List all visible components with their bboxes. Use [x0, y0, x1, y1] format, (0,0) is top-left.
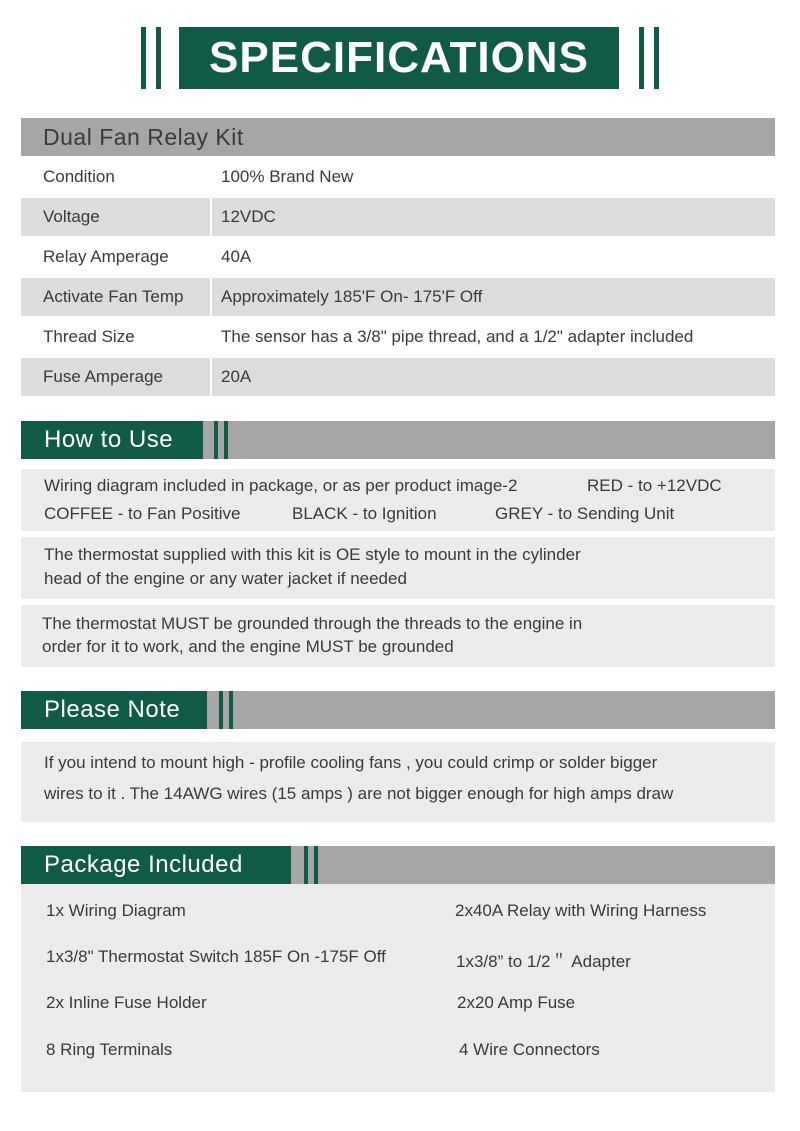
package-list [21, 884, 775, 1092]
spec-row-fuse-amperage [21, 358, 775, 396]
title-bar-left-2 [156, 27, 161, 89]
spec-row-condition [21, 158, 775, 196]
package-item: 1x Wiring Diagram [46, 901, 186, 920]
package-item: 1x3/8” to 1/2＂ Adapter [456, 952, 631, 971]
package-item: 4 Wire Connectors [459, 1040, 600, 1059]
title-bar-right-1 [639, 27, 644, 89]
package-item: 2x20 Amp Fuse [457, 993, 576, 1012]
wiring-coffee: COFFEE - to Fan Positive [44, 504, 241, 523]
note-box [21, 742, 775, 822]
wiring-line: Wiring diagram included in package, or as per product image-2 [44, 476, 518, 495]
ground-line: order for it to work, and the engine MUST be grounded [42, 637, 454, 656]
package-item: 1x3/8" Thermostat Switch 185F On -175F Off [46, 947, 386, 966]
section-label: How to Use [21, 421, 203, 459]
title-bar-left-1 [141, 27, 146, 89]
title-banner [0, 27, 800, 89]
section-how-to-use [21, 421, 775, 459]
wiring-grey: GREY - to Sending Unit [495, 504, 675, 523]
spec-key: Thread Size [43, 327, 135, 346]
spec-key: Relay Amperage [43, 247, 169, 266]
thermostat-info-box [21, 537, 775, 599]
spec-divider [210, 278, 212, 316]
spec-key: Voltage [43, 207, 100, 226]
section-stripe [229, 691, 233, 729]
spec-value: 40A [221, 247, 252, 266]
spec-header: Dual Fan Relay Kit [21, 118, 775, 156]
spec-key: Fuse Amperage [43, 367, 164, 386]
package-item: 2x40A Relay with Wiring Harness [455, 901, 707, 920]
spec-row-thread-size [21, 318, 775, 356]
wiring-black: BLACK - to Ignition [292, 504, 437, 523]
package-item: 2x Inline Fuse Holder [46, 993, 207, 1012]
section-please-note [21, 691, 775, 729]
section-label: Package Included [21, 846, 291, 884]
spec-value: The sensor has a 3/8" pipe thread, and a 1/2" adapter included [221, 327, 694, 346]
spec-divider [210, 358, 212, 396]
wiring-red: RED - to +12VDC [587, 476, 722, 495]
spec-row-voltage [21, 198, 775, 236]
section-package-included [21, 846, 775, 884]
section-stripe [214, 421, 218, 459]
spec-row-relay-amperage [21, 238, 775, 276]
spec-divider [210, 198, 212, 236]
spec-key: Condition [43, 167, 115, 186]
section-stripe [219, 691, 223, 729]
spec-row-activate-fan-temp [21, 278, 775, 316]
ground-line: The thermostat MUST be grounded through the threads to the engine in [42, 614, 583, 633]
note-line: If you intend to mount high - profile cooling fans , you could crimp or solder bigger [44, 753, 658, 772]
spec-key: Activate Fan Temp [43, 287, 184, 306]
package-item: 8 Ring Terminals [46, 1040, 173, 1059]
section-stripe [304, 846, 308, 884]
section-stripe [224, 421, 228, 459]
ground-info-box [21, 605, 775, 667]
page-title: SPECIFICATIONS [179, 27, 619, 89]
spec-value: 20A [221, 367, 252, 386]
section-label: Please Note [21, 691, 207, 729]
spec-value: 12VDC [221, 207, 276, 226]
wiring-info-box [21, 469, 775, 531]
thermostat-line: head of the engine or any water jacket if needed [44, 569, 407, 588]
section-stripe [314, 846, 318, 884]
spec-value: 100% Brand New [221, 167, 354, 186]
spec-value: Approximately 185'F On- 175'F Off [221, 287, 483, 306]
title-bar-right-2 [654, 27, 659, 89]
thermostat-line: The thermostat supplied with this kit is OE style to mount in the cylinder [44, 545, 581, 564]
note-line: wires to it . The 14AWG wires (15 amps ) are not bigger enough for high amps draw [44, 784, 674, 803]
